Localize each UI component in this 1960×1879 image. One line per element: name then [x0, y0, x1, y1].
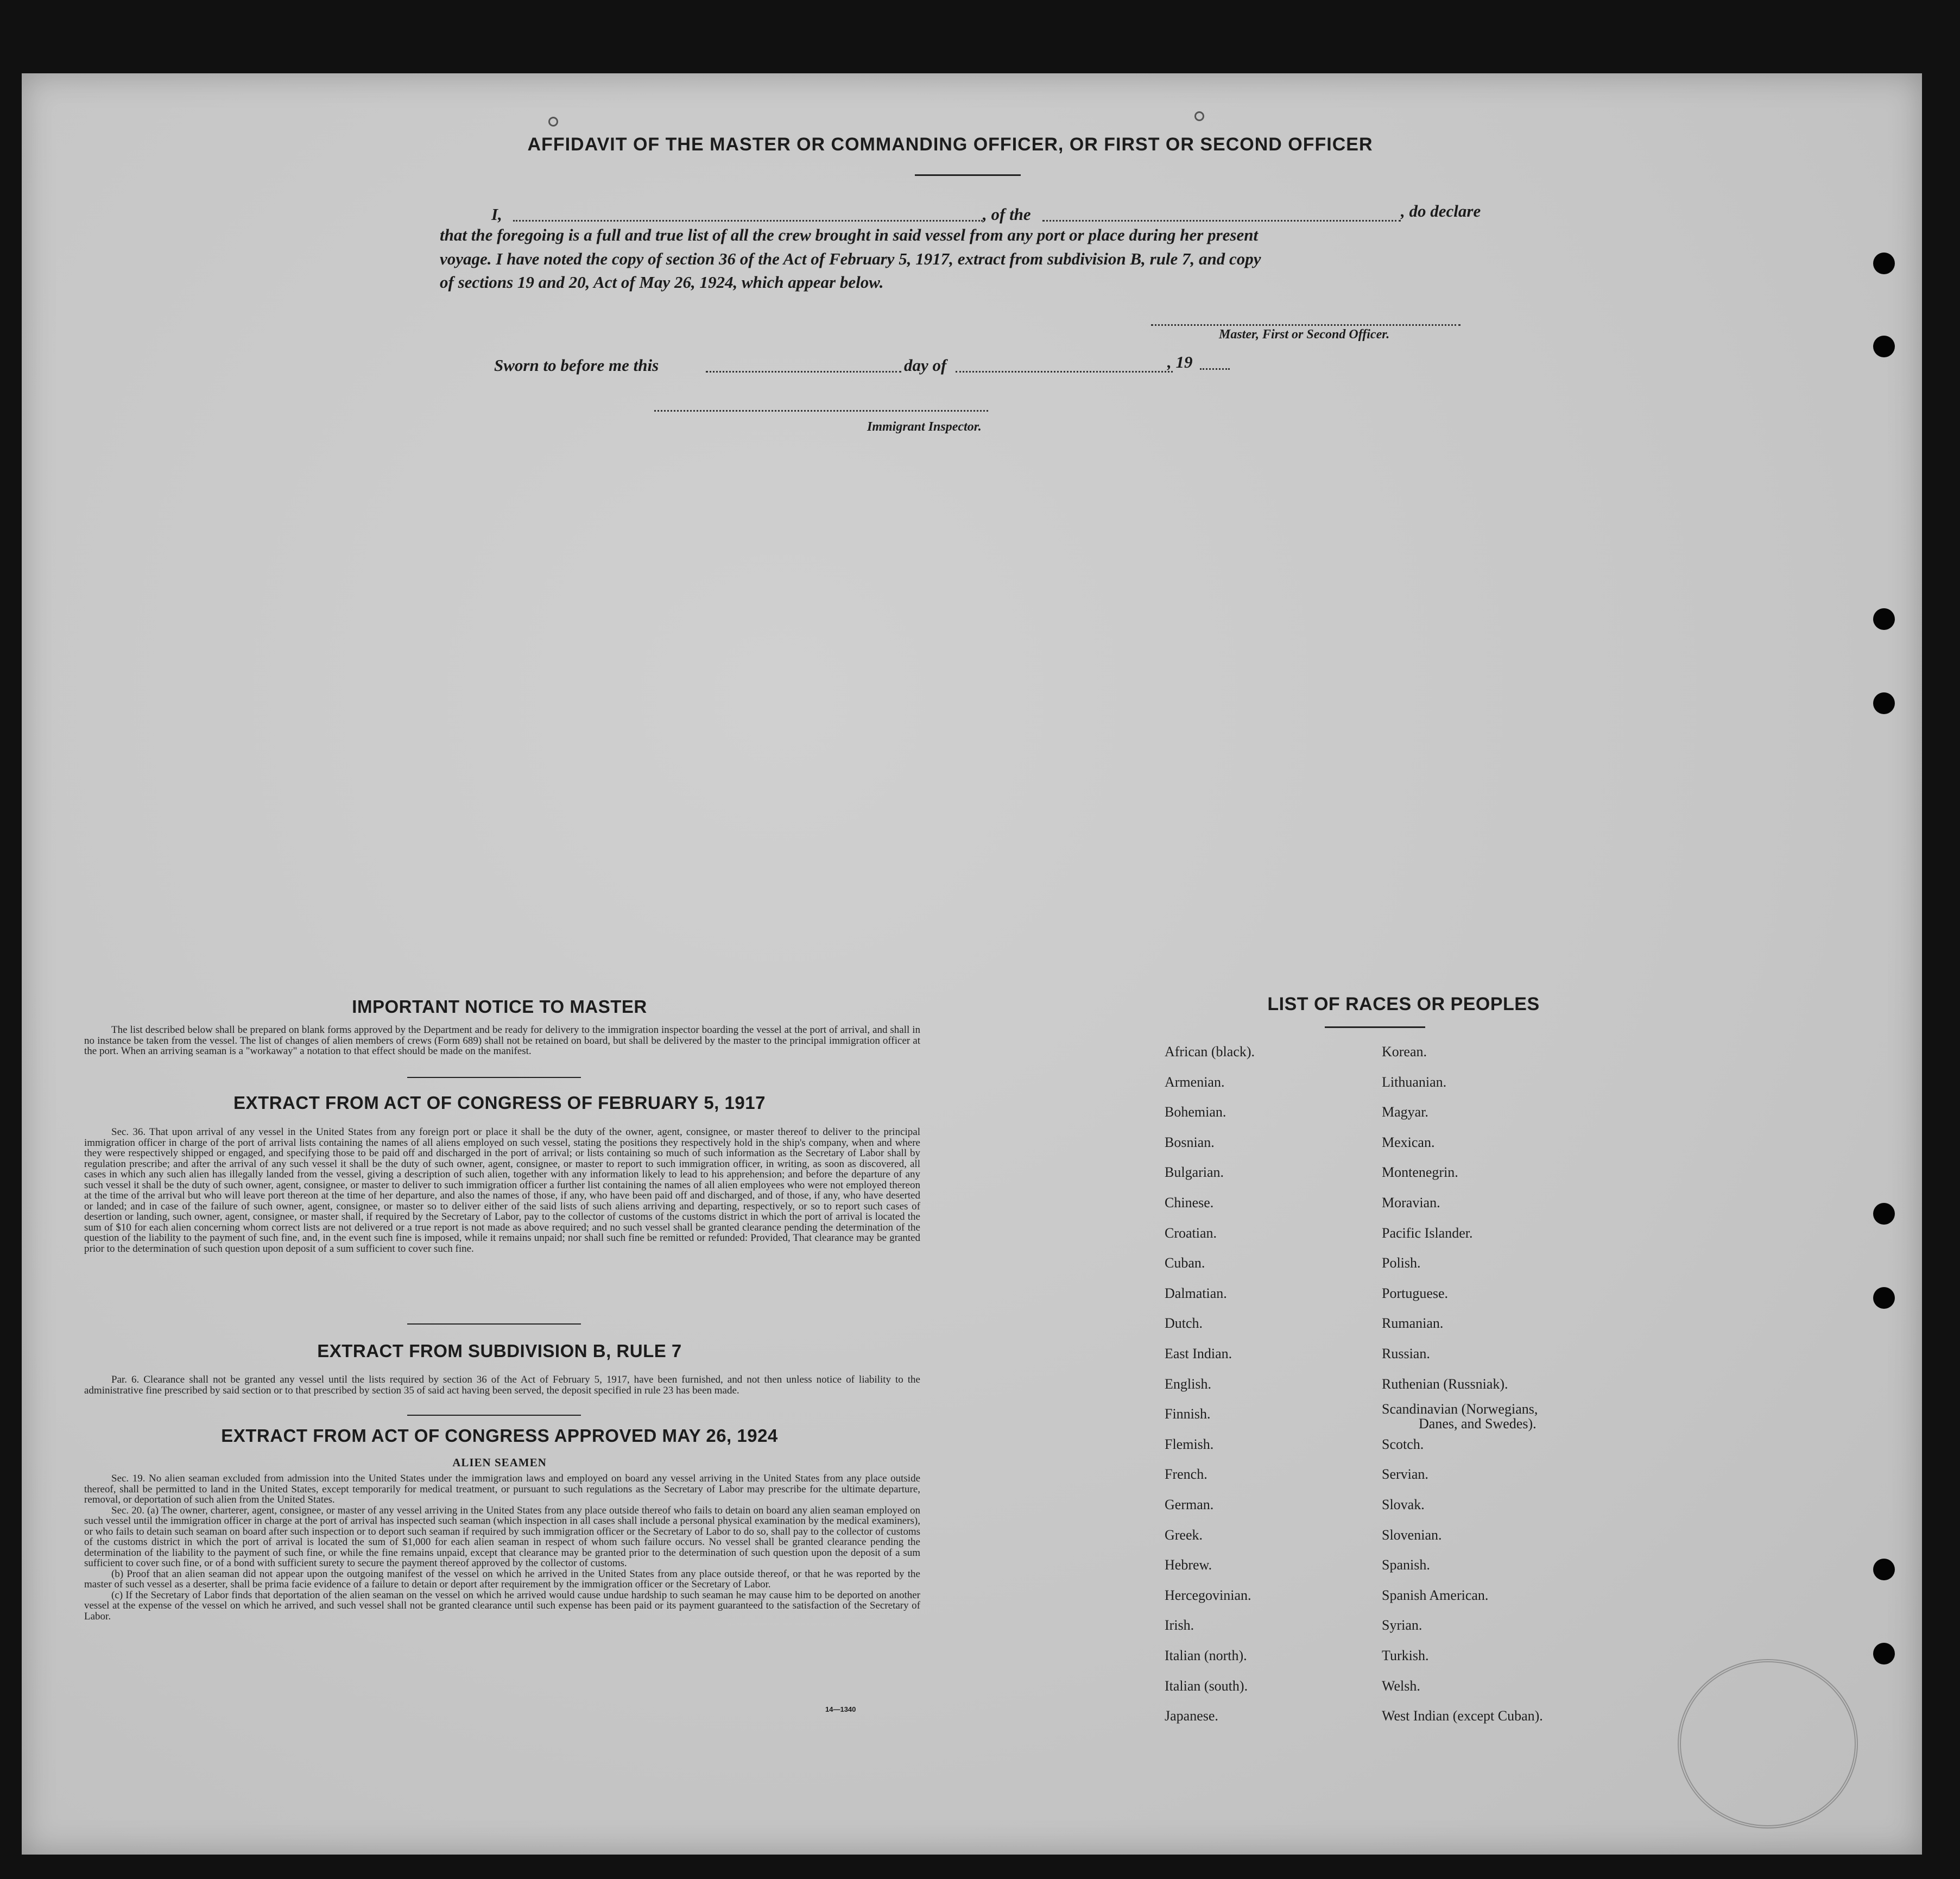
of-the-label: , of the: [983, 205, 1031, 224]
notice-paragraph: The list described below shall be prepared on blank forms approved by the Department and be ready for delivery to the immigration inspector boarding the vessel at the port of arrival, and shall in no instance be taken from the vessel. The list of changes of alien members of crews (Form 689) shall not be retained on board, but shall be delivered by the master to the principal immigration officer at the port. When an arriving seaman is a "workaway" a notation to that effect should be made on the manifest.: [84, 1024, 920, 1057]
i-label: I,: [491, 205, 502, 224]
race-item: Chinese.: [1165, 1195, 1214, 1210]
inspector-signature-line: [654, 410, 988, 412]
inspector-caption: Immigrant Inspector.: [867, 420, 982, 434]
race-item: Scotch.: [1382, 1436, 1424, 1452]
race-item: Spanish.: [1382, 1557, 1430, 1573]
race-item: Moravian.: [1382, 1195, 1440, 1210]
race-item: Cuban.: [1165, 1255, 1205, 1271]
year-label: , 19: [1167, 352, 1193, 371]
extract-rule7-paragraph: Par. 6. Clearance shall not be granted any vessel until the lists required by section 36 of the Act of February 5, 1917, have been furnished, and not then unless notice of liability to the administrative fine prescribed by said section or to that prescribed by section 35 of said act having been served, the deposit specified in rule 23 has been made.: [84, 1374, 920, 1396]
race-item: Slovenian.: [1382, 1527, 1442, 1543]
race-item: Slovak.: [1382, 1497, 1425, 1512]
form-sheet: [22, 73, 1922, 1855]
sworn-label: Sworn to before me this: [494, 356, 659, 375]
races-title-underline: [1325, 1026, 1425, 1028]
section-divider: [407, 1077, 581, 1078]
extract-1924-title: EXTRACT FROM ACT OF CONGRESS APPROVED MAY 26, 1924: [221, 1426, 778, 1446]
race-item: German.: [1165, 1497, 1214, 1512]
race-item: Finnish.: [1165, 1406, 1211, 1422]
race-item: Greek.: [1165, 1527, 1203, 1543]
affidavit-title: AFFIDAVIT OF THE MASTER OR COMMANDING OFFICER, OR FIRST OR SECOND OFFICER: [527, 134, 1373, 155]
extract-rule7-title: EXTRACT FROM SUBDIVISION B, RULE 7: [317, 1341, 682, 1361]
race-item: Magyar.: [1382, 1104, 1428, 1120]
extract-1917-text: [84, 1127, 920, 1254]
race-item: Italian (south).: [1165, 1678, 1248, 1694]
affidavit-line-2: that the foregoing is a full and true list of all the crew brought in said vessel from any port or place during her present: [440, 225, 1259, 244]
punch-hole: [1873, 1203, 1895, 1225]
extract-1924-text: [84, 1473, 920, 1622]
name-field-line: [513, 220, 983, 222]
race-item: Rumanian.: [1382, 1315, 1444, 1332]
sec-20b-paragraph: (b) Proof that an alien seaman did not appear upon the outgoing manifest of the vessel on which he arrived in the United States from any place outside thereof, or that he was reported by the master of such vessel as a deserter, shall be prima facie evidence of a failure to detain or deport after requirement by the immigration officer or the Secretary of Labor.: [84, 1568, 920, 1590]
race-item: Korean.: [1382, 1044, 1427, 1060]
notice-title: IMPORTANT NOTICE TO MASTER: [352, 997, 647, 1017]
sworn-day-line: [706, 371, 901, 373]
affidavit-line-3: voyage. I have noted the copy of section 36 of the Act of February 5, 1917, extract from subdivision B, rule 7, and copy: [440, 249, 1261, 268]
race-item: Polish.: [1382, 1255, 1421, 1271]
punch-hole: [1873, 1287, 1895, 1309]
race-item: Turkish.: [1382, 1648, 1429, 1663]
pin-mark: [1194, 111, 1204, 121]
race-item: Bosnian.: [1165, 1134, 1215, 1150]
vessel-field-line: [1042, 220, 1401, 222]
race-item: Mexican.: [1382, 1134, 1435, 1150]
race-item-scandinavian: [1382, 1401, 1538, 1430]
race-item-line-2: Danes, and Swedes).: [1419, 1416, 1537, 1432]
race-item: French.: [1165, 1466, 1207, 1483]
race-item: African (black).: [1165, 1044, 1255, 1060]
master-signature-line: [1151, 324, 1460, 326]
race-item: Montenegrin.: [1382, 1164, 1458, 1181]
punch-hole: [1873, 336, 1895, 357]
section-divider: [407, 1415, 581, 1416]
sec-20a-paragraph: Sec. 20. (a) The owner, charterer, agent, consignee, or master of any vessel arriving in the United States from any place outside thereof who fails to detain on board any alien seaman employed on such vessel until the immigration officer in charge at the port of arrival has inspected such seaman (which inspection in all cases shall include a personal physical examination by the medical examiners), or who fails to detain such seaman on board after such inspection or to deport such seaman if required by such immigration officer or the Secretary of Labor to do so, shall pay to the collector of customs of the customs district in which the port of arrival is located the sum of $1,000 for each alien seaman in respect of whom such failure occurs. No vessel shall be granted clearance pending the determination of the liability to the payment of such fine, or while the fine remains unpaid, except that clearance may be granted prior to the determination of such question upon the deposit of a sum sufficient to cover such fine, or of a bond with sufficient surety to secure the payment thereof approved by the collector of customs.: [84, 1504, 920, 1569]
race-item: Servian.: [1382, 1466, 1428, 1483]
extract-rule7-text: [84, 1374, 920, 1396]
day-of-label: day of: [904, 356, 947, 375]
race-item: Welsh.: [1382, 1678, 1420, 1694]
race-item: Dalmatian.: [1165, 1285, 1227, 1301]
sec-20c-paragraph: (c) If the Secretary of Labor finds that deportation of the alien seaman on the vessel on which he arrived would cause undue hardship to such seaman he may cause him to be deported on another vessel at the expense of the vessel on which he arrived, and such vessel shall not be granted clearance until such expense has been paid or its payment guaranteed to the satisfaction of the Secretary of Labor.: [84, 1589, 920, 1622]
race-item-line-1: Scandinavian (Norwegians,: [1382, 1401, 1538, 1417]
sworn-month-line: [956, 371, 1173, 373]
race-item: Syrian.: [1382, 1617, 1422, 1634]
pin-mark: [548, 117, 558, 127]
race-item: Hercegovinian.: [1165, 1587, 1251, 1603]
alien-seamen-subtitle: ALIEN SEAMEN: [452, 1456, 547, 1469]
race-item: West Indian (except Cuban).: [1382, 1708, 1543, 1724]
punch-hole: [1873, 253, 1895, 274]
punch-hole: [1873, 692, 1895, 714]
race-item: Lithuanian.: [1382, 1074, 1447, 1090]
affidavit-line-4: of sections 19 and 20, Act of May 26, 1924, which appear below.: [440, 273, 884, 292]
race-item: Bohemian.: [1165, 1104, 1226, 1120]
race-item: Pacific Islander.: [1382, 1225, 1473, 1241]
punch-hole: [1873, 1643, 1895, 1664]
race-item: East Indian.: [1165, 1346, 1232, 1361]
sec-19-paragraph: Sec. 19. No alien seaman excluded from admission into the United States under the immigration laws and employed on board any vessel arriving in the United States from any place outside thereof, shall be permitted to land in the United States, except temporarily for medical treatment, or pursuant to such regulations as the Secretary of Labor may prescribe for the ultimate departure, removal, or deportation of such alien from the United States.: [84, 1473, 920, 1505]
extract-1917-paragraph: Sec. 36. That upon arrival of any vessel in the United States from any foreign port or place it shall be the duty of the owner, agent, consignee, or master thereof to deliver to the principal immigration officer in charge of the port of arrival lists containing the names of all aliens employed on such vessel, stating the positions they respectively hold in the ship's company, when and where they were respectively shipped or engaged, and specifying those to be paid off and discharged in the port of arrival; or lists containing so much of such information as the Secretary of Labor shall by regulation prescribe; and after the arrival of any such vessel it shall be the duty of such owner, agent, consignee, or master to report to such immigration officer, in writing, as soon as discovered, all cases in which any such alien has illegally landed from the vessel, giving a description of such alien, together with any information likely to lead to his apprehension; and before the departure of any such vessel it shall be the duty of such owner, agent, consignee, or master to deliver to such immigration officer a further list containing the names of all alien employees who were not employed thereon at the time of the arrival but who will leave port thereon at the time of her departure, and also the names of those, if any, who have been paid off and discharged, and of those, if any, who have deserted or landed; and in case of the failure of such owner, agent, consignee, or master so to deliver either of the said lists of such aliens arriving and departing, respectively, or so to report such cases of desertion or landing, such owner, agent, consignee, or master shall, if required by the Secretary of Labor, pay to the collector of customs of the customs district in which the port of arrival is located the sum of $10 for each alien concerning whom correct lists are not delivered or a true report is not made as above required; and no such vessel shall be granted clearance pending the determination of the question of the liability to the payment of such fine, and, in the event such fine is imposed, while it remains unpaid; nor shall such fine be remitted or refunded: Provided, That clearance may be granted prior to the determination of such question upon deposit of a sum sufficient to cover such fine.: [84, 1126, 920, 1254]
race-item: Japanese.: [1165, 1708, 1218, 1724]
form-number: 14—1340: [825, 1705, 856, 1713]
faded-stamp: [1678, 1659, 1858, 1828]
race-item: English.: [1165, 1376, 1211, 1392]
races-title: LIST OF RACES OR PEOPLES: [1267, 994, 1540, 1014]
race-item: Russian.: [1382, 1346, 1430, 1361]
race-item: Bulgarian.: [1165, 1164, 1224, 1181]
race-item: Ruthenian (Russniak).: [1382, 1376, 1508, 1392]
notice-text: [84, 1025, 920, 1057]
race-item: Dutch.: [1165, 1315, 1203, 1332]
sworn-year-line: [1200, 368, 1230, 370]
title-underline: [915, 174, 1021, 176]
race-item: Flemish.: [1165, 1436, 1214, 1452]
race-item: Armenian.: [1165, 1074, 1225, 1090]
extract-1917-title: EXTRACT FROM ACT OF CONGRESS OF FEBRUARY 5, 1917: [233, 1093, 766, 1113]
race-item: Portuguese.: [1382, 1285, 1449, 1301]
race-item: Irish.: [1165, 1617, 1194, 1634]
punch-hole: [1873, 1559, 1895, 1580]
race-item: Spanish American.: [1382, 1587, 1489, 1603]
master-caption: Master, First or Second Officer.: [1219, 327, 1390, 342]
declare-label: , do declare: [1401, 201, 1481, 220]
race-item: Croatian.: [1165, 1225, 1217, 1241]
race-item: Italian (north).: [1165, 1648, 1247, 1663]
race-item: Hebrew.: [1165, 1557, 1212, 1573]
section-divider: [407, 1323, 581, 1325]
punch-hole: [1873, 608, 1895, 630]
